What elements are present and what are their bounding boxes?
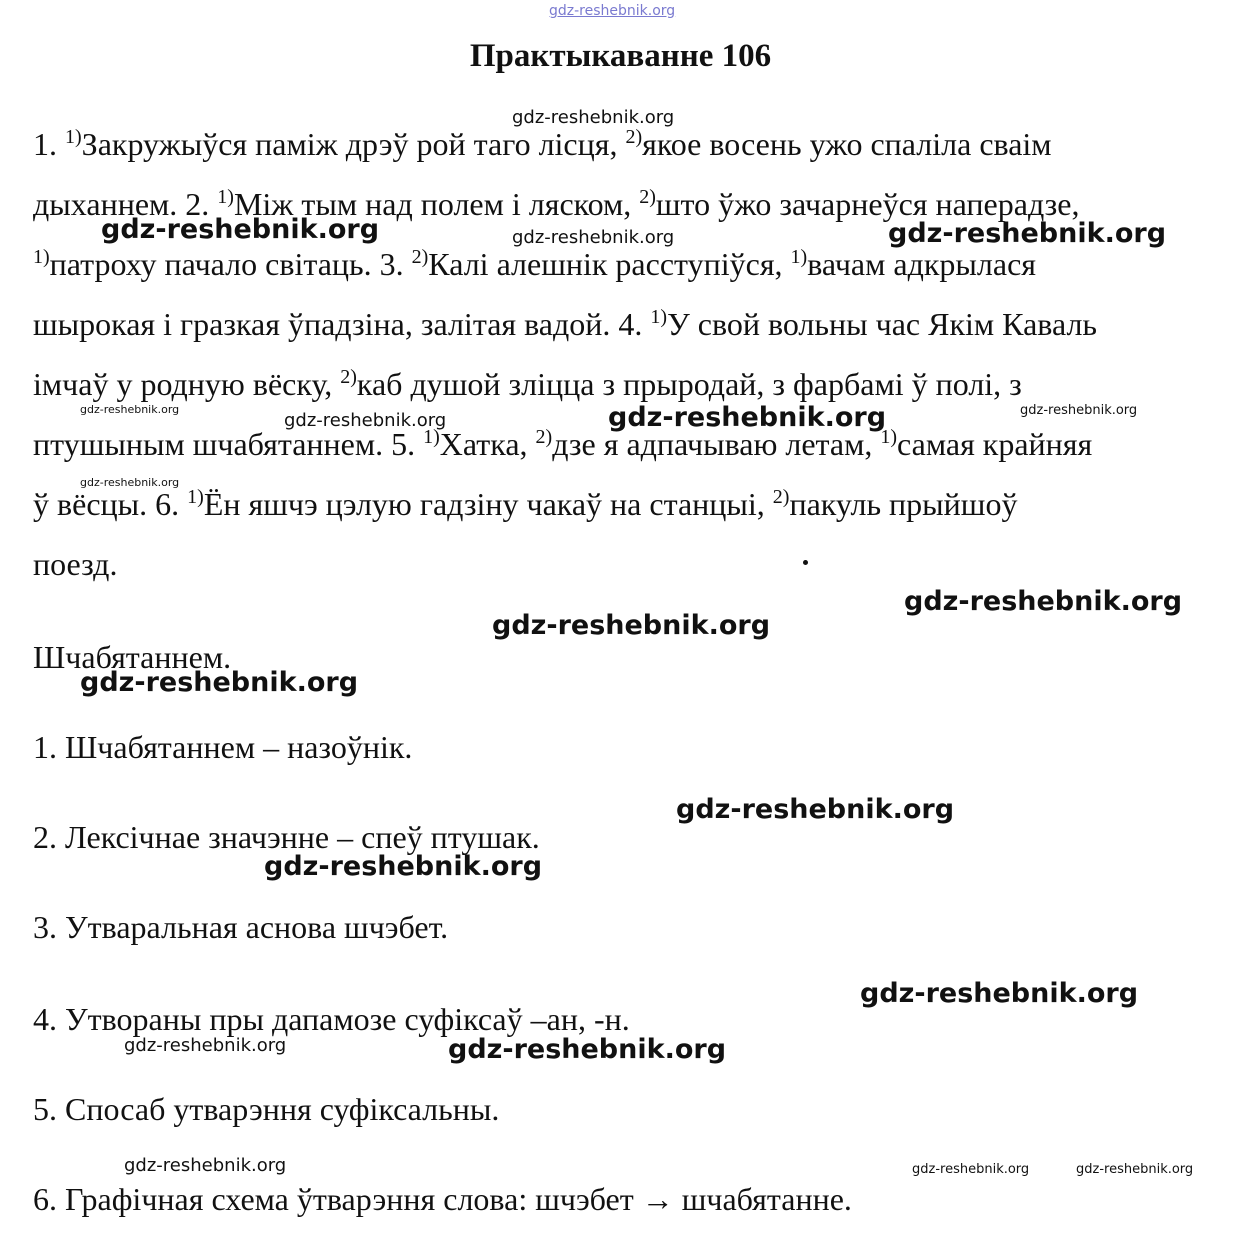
clause-marker: 2) <box>772 486 790 508</box>
paragraph-line-8 <box>33 544 117 584</box>
clause-text: Хатка, <box>439 426 528 462</box>
watermark: gdz-reshebnik.org <box>1020 403 1138 418</box>
stray-dot <box>803 560 808 565</box>
watermark-top[interactable]: gdz-reshebnik.org <box>549 3 676 19</box>
analysis-item-3: 3. Утваральная аснова шчэбет. <box>33 909 449 945</box>
clause-text: патроху пачало світаць. 3. <box>49 246 404 282</box>
watermark: gdz-reshebnik.org <box>860 978 1139 1009</box>
analysis-item-2: 2. Лексічнае значэнне – спеў птушак. <box>33 819 540 855</box>
clause-text: ў вёсцы. 6. <box>33 486 180 522</box>
watermark: gdz-reshebnik.org <box>512 107 675 128</box>
clause-text: Ён яшчэ цэлую гадзіну чакаў на станцыі, <box>203 486 765 522</box>
clause-text: птушыным шчабятаннем. 5. <box>33 426 416 462</box>
watermark: gdz-reshebnik.org <box>124 1035 287 1056</box>
watermark: gdz-reshebnik.org <box>80 403 180 416</box>
watermark: gdz-reshebnik.org <box>1076 1162 1194 1177</box>
clause-marker: 1) <box>650 306 668 328</box>
clause-text: каб душой зліцца з прыродай, з фарбамі ў полі, з <box>356 366 1022 402</box>
paragraph-line-3 <box>33 244 1036 284</box>
clause-marker: 1) <box>187 486 204 508</box>
watermark: gdz-reshebnik.org <box>904 586 1183 617</box>
clause-text: Калі алешнік расступіўся, <box>428 246 783 282</box>
paragraph-line-5 <box>33 364 1022 404</box>
paragraph-line-1 <box>33 124 1052 164</box>
watermark: gdz-reshebnik.org <box>608 402 887 433</box>
watermark: gdz-reshebnik.org <box>80 476 180 489</box>
clause-marker: 1) <box>217 186 234 208</box>
watermark: gdz-reshebnik.org <box>80 667 359 698</box>
clause-text: шырокая і гразкая ўпадзіна, залітая вадой. 4. <box>33 306 643 342</box>
paragraph-line-4 <box>33 304 1097 344</box>
paragraph-line-6 <box>33 424 1092 464</box>
clause-text: якое восень ужо спаліла сваім <box>642 126 1052 162</box>
clause-text: вачам адкрылася <box>807 246 1036 282</box>
clause-text: Між тым над полем і ляском, <box>233 186 632 222</box>
clause-marker: 1) <box>65 126 82 148</box>
page-title: Практыкаванне 106 <box>469 38 772 74</box>
watermark: gdz-reshebnik.org <box>448 1034 727 1065</box>
clause-marker: 2) <box>639 186 656 208</box>
clause-text: дыханнем. 2. <box>33 186 210 222</box>
clause-marker: 1) <box>33 246 50 268</box>
watermark: gdz-reshebnik.org <box>284 410 447 431</box>
analysis-item-5: 5. Спосаб утварэння суфіксальны. <box>33 1091 500 1127</box>
watermark: gdz-reshebnik.org <box>676 794 955 825</box>
clause-marker: 2) <box>340 366 357 388</box>
sentence-number: 1. <box>33 126 57 162</box>
clause-marker: 2) <box>625 126 643 148</box>
paragraph-line-7 <box>33 484 1017 524</box>
clause-text: што ўжо зачарнеўся наперадзе, <box>655 186 1080 222</box>
watermark: gdz-reshebnik.org <box>512 227 675 248</box>
clause-text: самая крайняя <box>897 426 1093 462</box>
clause-marker: 1) <box>880 426 898 448</box>
analysis-heading: Шчабятаннем. <box>33 639 232 675</box>
clause-marker: 1) <box>423 426 440 448</box>
analysis-item-6: 6. Графічная схема ўтварэння слова: шчэбет → шчабятанне. <box>33 1181 852 1217</box>
clause-marker: 1) <box>790 246 808 268</box>
clause-text: дзе я адпачываю летам, <box>552 426 873 462</box>
clause-text: поезд. <box>33 546 118 582</box>
clause-text: пакуль прыйшоў <box>789 486 1018 522</box>
clause-text: імчаў у родную вёску, <box>33 366 333 402</box>
watermark: gdz-reshebnik.org <box>492 610 771 641</box>
clause-marker: 2) <box>411 246 429 268</box>
watermark: gdz-reshebnik.org <box>888 218 1167 249</box>
watermark: gdz-reshebnik.org <box>101 214 380 245</box>
watermark: gdz-reshebnik.org <box>264 851 543 882</box>
watermark: gdz-reshebnik.org <box>124 1155 287 1176</box>
watermark: gdz-reshebnik.org <box>912 1162 1030 1177</box>
analysis-item-4: 4. Утвораны пры дапамозе суфіксаў –ан, -н. <box>33 1001 630 1037</box>
clause-text: У свой вольны час Якім Каваль <box>667 306 1097 342</box>
clause-text: Закружыўся паміж дрэў рой таго лісця, <box>81 126 618 162</box>
clause-marker: 2) <box>535 426 553 448</box>
analysis-item-1: 1. Шчабятаннем – назоўнік. <box>33 729 413 765</box>
